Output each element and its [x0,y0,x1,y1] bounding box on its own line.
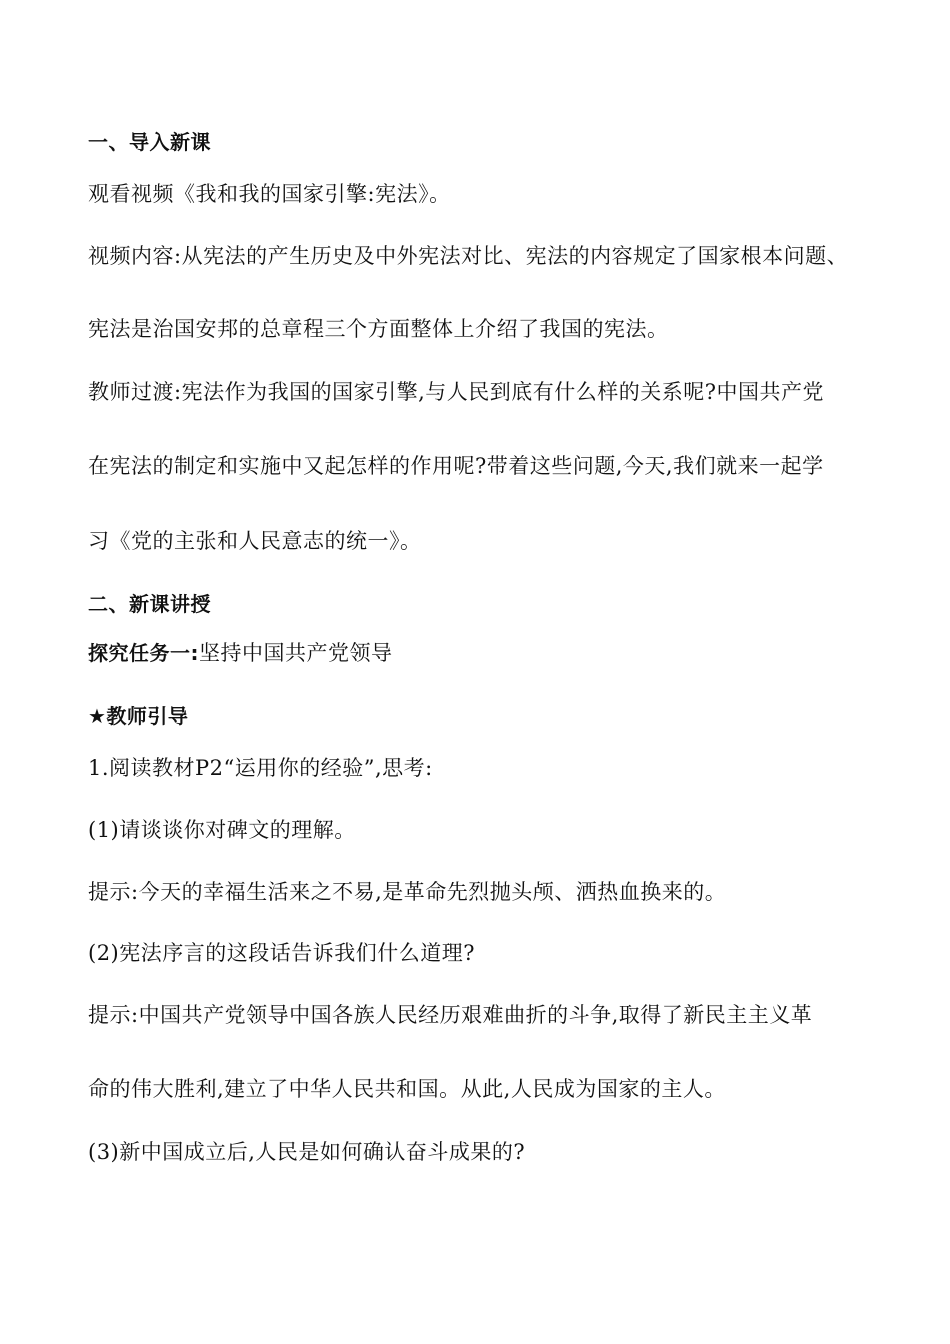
task-label: 探究任务一: [88,641,199,665]
answer-1: 提示:今天的幸福生活来之不易,是革命先烈抛头颅、洒热血换来的。 [88,880,727,904]
transition-line-1: 教师过渡:宪法作为我国的国家引擎,与人民到底有什么样的关系呢?中国共产党 [88,380,825,404]
question-2: (2)宪法序言的这段话告诉我们什么道理? [88,941,476,965]
video-content-line-1: 视频内容:从宪法的产生历史及中外宪法对比、宪法的内容规定了国家根本问题、 [88,244,849,268]
transition-line-2: 在宪法的制定和实施中又起怎样的作用呢?带着这些问题,今天,我们就来一起学 [88,454,824,478]
teacher-guide-heading: ★教师引导 [88,704,189,728]
video-title-line: 观看视频《我和我的国家引擎:宪法》。 [88,182,451,206]
task-line [88,640,878,666]
section-heading-new-lesson: 二、新课讲授 [88,592,211,616]
transition-line-3: 习《党的主张和人民意志的统一》。 [88,529,422,553]
section-heading-intro: 一、导入新课 [88,130,211,154]
answer-2-line-2: 命的伟大胜利,建立了中华人民共和国。从此,人民成为国家的主人。 [88,1077,726,1101]
answer-2-line-1: 提示:中国共产党领导中国各族人民经历艰难曲折的斗争,取得了新民主主义革 [88,1003,813,1027]
video-content-line-2: 宪法是治国安邦的总章程三个方面整体上介绍了我国的宪法。 [88,317,669,341]
item-1: 1.阅读教材P2“运用你的经验”,思考: [88,756,433,780]
question-3: (3)新中国成立后,人民是如何确认奋斗成果的? [88,1140,526,1164]
task-text: 坚持中国共产党领导 [199,641,393,665]
question-1: (1)请谈谈你对碑文的理解。 [88,818,356,842]
